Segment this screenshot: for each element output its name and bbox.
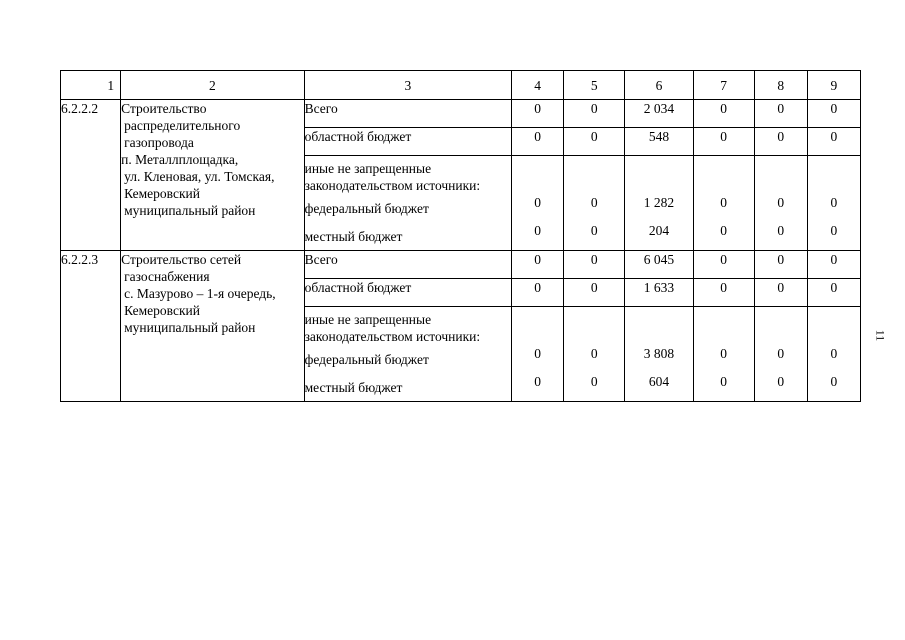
value-cell: 0 [693, 279, 754, 307]
value-cell: 204 [625, 222, 693, 251]
funding-source: федеральный бюджет [304, 345, 512, 373]
funding-source: федеральный бюджет [304, 194, 512, 222]
value-cell: 0 [564, 128, 625, 156]
value-cell: 0 [564, 251, 625, 279]
project-name-line: с. Мазурово – 1-я очередь, [124, 286, 276, 301]
value-cell: 0 [693, 100, 754, 128]
value-cell: 0 [512, 222, 564, 251]
value-cell: 0 [693, 373, 754, 402]
project-name-line: Строительство сетей [121, 252, 242, 267]
value-cell: 0 [564, 279, 625, 307]
empty-cell [512, 156, 564, 195]
value-cell: 548 [625, 128, 693, 156]
empty-cell [564, 156, 625, 195]
value-cell: 0 [512, 279, 564, 307]
value-cell: 0 [807, 222, 860, 251]
funding-source-line: законодательством источники: [304, 178, 481, 193]
value-cell: 0 [512, 100, 564, 128]
header-row [61, 71, 861, 100]
value-cell: 0 [693, 128, 754, 156]
header-cell: 2 [121, 71, 304, 100]
empty-cell [754, 307, 807, 346]
value-cell: 0 [564, 194, 625, 222]
funding-source [304, 307, 512, 346]
project-name-line: Кемеровский [124, 303, 200, 318]
value-cell: 2 034 [625, 100, 693, 128]
table-row [61, 100, 861, 128]
empty-cell [625, 307, 693, 346]
budget-table [60, 70, 861, 402]
project-name-line: муниципальный район [124, 203, 256, 218]
project-name-line: п. Металлплощадка, [121, 152, 239, 167]
value-cell: 0 [693, 251, 754, 279]
value-cell: 0 [807, 128, 860, 156]
empty-cell [625, 156, 693, 195]
value-cell: 6 045 [625, 251, 693, 279]
empty-cell [754, 156, 807, 195]
value-cell: 1 282 [625, 194, 693, 222]
funding-source: местный бюджет [304, 373, 512, 402]
project-name [121, 100, 304, 251]
header-cell: 3 [304, 71, 512, 100]
value-cell: 0 [807, 251, 860, 279]
project-code: 6.2.2.3 [61, 251, 121, 402]
table-row [61, 251, 861, 279]
value-cell: 0 [693, 222, 754, 251]
value-cell: 0 [693, 345, 754, 373]
value-cell: 0 [807, 100, 860, 128]
page-number: 11 [873, 329, 888, 342]
value-cell: 0 [807, 279, 860, 307]
value-cell: 0 [754, 373, 807, 402]
funding-source-line: законодательством источники: [304, 329, 481, 344]
empty-cell [807, 156, 860, 195]
funding-source: областной бюджет [304, 128, 512, 156]
value-cell: 0 [754, 279, 807, 307]
value-cell: 0 [512, 251, 564, 279]
project-name-line: ул. Кленовая, ул. Томская, [124, 169, 275, 184]
project-name-line: Кемеровский [124, 186, 200, 201]
value-cell: 0 [564, 100, 625, 128]
project-name-line: распределительного [124, 118, 241, 133]
header-cell: 4 [512, 71, 564, 100]
header-cell: 7 [693, 71, 754, 100]
value-cell: 0 [512, 194, 564, 222]
empty-cell [512, 307, 564, 346]
value-cell: 0 [512, 345, 564, 373]
funding-source-line: иные не запрещенные [304, 161, 432, 176]
project-name-line: муниципальный район [124, 320, 256, 335]
value-cell: 0 [512, 128, 564, 156]
header-cell: 8 [754, 71, 807, 100]
funding-source: Всего [304, 251, 512, 279]
value-cell: 0 [754, 222, 807, 251]
value-cell: 0 [807, 345, 860, 373]
header-cell: 5 [564, 71, 625, 100]
funding-source: Всего [304, 100, 512, 128]
value-cell: 0 [754, 128, 807, 156]
funding-source: местный бюджет [304, 222, 512, 251]
value-cell: 0 [564, 373, 625, 402]
value-cell: 0 [693, 194, 754, 222]
project-name-line: Строительство [121, 101, 207, 116]
value-cell: 0 [754, 251, 807, 279]
value-cell: 0 [754, 194, 807, 222]
header-cell: 1 [61, 71, 121, 100]
value-cell: 1 633 [625, 279, 693, 307]
value-cell: 604 [625, 373, 693, 402]
funding-source [304, 156, 512, 195]
value-cell: 0 [564, 345, 625, 373]
funding-source: областной бюджет [304, 279, 512, 307]
value-cell: 3 808 [625, 345, 693, 373]
funding-source-line: иные не запрещенные [304, 312, 432, 327]
project-name [121, 251, 304, 402]
value-cell: 0 [512, 373, 564, 402]
empty-cell [807, 307, 860, 346]
empty-cell [693, 156, 754, 195]
header-cell: 9 [807, 71, 860, 100]
project-name-line: газоснабжения [124, 269, 210, 284]
value-cell: 0 [807, 373, 860, 402]
empty-cell [564, 307, 625, 346]
project-code: 6.2.2.2 [61, 100, 121, 251]
empty-cell [693, 307, 754, 346]
header-cell: 6 [625, 71, 693, 100]
value-cell: 0 [807, 194, 860, 222]
value-cell: 0 [564, 222, 625, 251]
value-cell: 0 [754, 100, 807, 128]
value-cell: 0 [754, 345, 807, 373]
project-name-line: газопровода [124, 135, 194, 150]
